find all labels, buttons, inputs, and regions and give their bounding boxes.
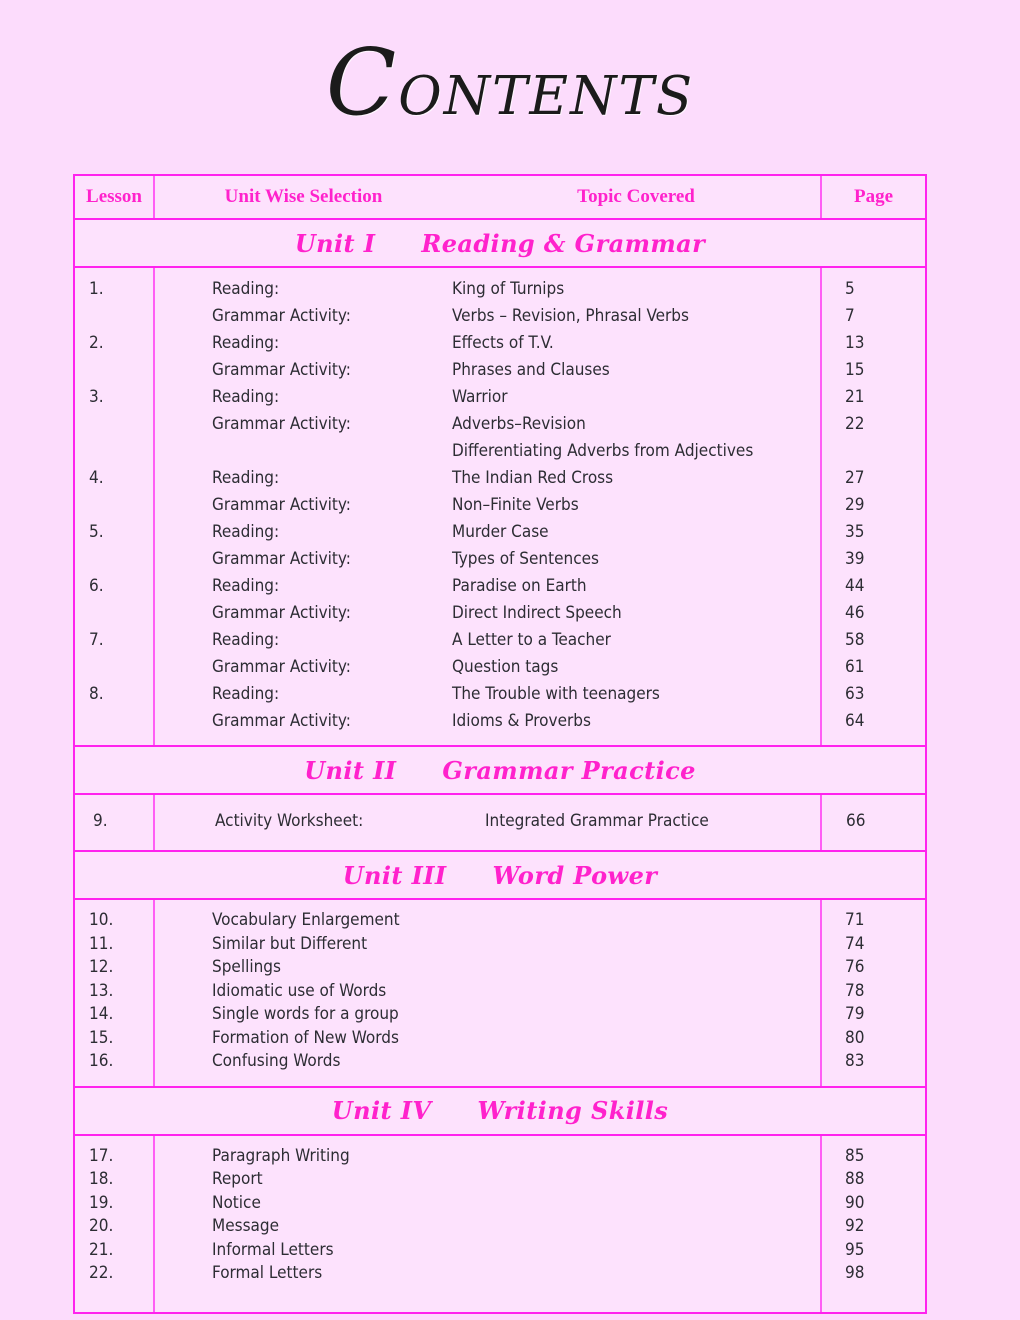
unit-number-2: Unit II <box>304 755 397 785</box>
topic-text: Integrated Grammar Practice <box>485 811 709 831</box>
page-number: 76 <box>845 957 865 977</box>
lesson-number: 15. <box>89 1027 114 1048</box>
page-title-rest: ontents <box>398 43 695 132</box>
page-column-4 <box>820 1136 925 1312</box>
page-title <box>0 29 1020 136</box>
lesson-number: 17. <box>89 1145 114 1166</box>
lesson-column-4 <box>75 1136 155 1312</box>
unit-number-3: Unit III <box>342 860 447 890</box>
lesson-number <box>75 411 153 438</box>
unit-body-2 <box>75 795 925 852</box>
lesson-number <box>75 654 153 681</box>
lesson-number: 6. <box>89 576 104 596</box>
table-row <box>75 795 925 850</box>
topic-text: Single words for a group <box>212 1004 399 1024</box>
unit-name-3: Word Power <box>492 860 658 890</box>
lesson-number: 22. <box>89 1263 114 1283</box>
topic-text: Non–Finite Verbs <box>452 495 579 515</box>
page-number <box>822 438 925 465</box>
lesson-number <box>75 357 153 384</box>
topic-text: Formation of New Words <box>212 1027 399 1048</box>
page-number: 78 <box>845 980 865 1001</box>
page-number: 13 <box>845 333 865 353</box>
lesson-number: 1. <box>89 279 104 299</box>
lesson-number: 20. <box>89 1216 114 1236</box>
unit-selection-text: Reading: <box>212 279 280 299</box>
lesson-number: 13. <box>89 980 114 1001</box>
page-number: 74 <box>845 933 865 954</box>
page-number: 79 <box>845 1004 865 1024</box>
topic-text: Report <box>212 1169 263 1189</box>
topic-text: Vocabulary Enlargement <box>212 910 400 930</box>
unit-selection-text: Reading: <box>212 333 280 353</box>
unit-selection-text: Reading: <box>212 468 280 488</box>
column-header-unit-wise-selection: Unit Wise Selection <box>224 186 383 207</box>
unit-selection-text: Grammar Activity: <box>212 711 351 731</box>
unit-selection-text: Reading: <box>212 522 280 542</box>
topic-text: Differentiating Adverbs from Adjectives <box>452 441 754 461</box>
lesson-number: 4. <box>89 468 104 488</box>
unit-selection-text: Grammar Activity: <box>212 306 351 326</box>
lesson-number <box>75 708 153 735</box>
topic-text: Message <box>212 1216 280 1236</box>
topic-text: Paragraph Writing <box>212 1145 350 1166</box>
unit-number-1: Unit I <box>294 228 376 258</box>
topic-text: Paradise on Earth <box>452 576 587 596</box>
topic-text: Types of Sentences <box>452 549 599 569</box>
page-number: 44 <box>845 576 865 596</box>
page-number: 15 <box>845 360 865 380</box>
lesson-column-2 <box>75 795 155 850</box>
topic-text: Phrases and Clauses <box>452 360 610 380</box>
page-number: 61 <box>845 657 865 677</box>
unit-banner-row-4 <box>75 1088 925 1136</box>
unit-body-4 <box>75 1136 925 1312</box>
topic-text: Similar but Different <box>212 933 368 954</box>
title-column-4 <box>155 1136 820 1312</box>
unit-banner-row-3 <box>75 852 925 900</box>
page-number: 63 <box>845 684 865 704</box>
unit-name-4: Writing Skills <box>477 1096 669 1125</box>
lesson-column-3 <box>75 900 155 1086</box>
unit-selection-text: Grammar Activity: <box>212 657 351 677</box>
lesson-number: 2. <box>89 333 104 353</box>
title-column-3 <box>155 900 820 1086</box>
unit-name-2: Grammar Practice <box>442 755 696 785</box>
lesson-number <box>75 303 153 330</box>
table-of-contents <box>73 174 927 1314</box>
page-column-2 <box>820 795 925 850</box>
topic-text: Warrior <box>452 387 508 407</box>
topic-text: Informal Letters <box>212 1239 334 1260</box>
lesson-number: 5. <box>89 522 104 542</box>
page-number: 35 <box>845 522 865 542</box>
unit-body-1 <box>75 268 925 747</box>
topic-text: Direct Indirect Speech <box>452 603 622 623</box>
topic-text: King of Turnips <box>452 279 565 299</box>
topic-text: Verbs – Revision, Phrasal Verbs <box>452 306 689 326</box>
page-number: 64 <box>845 711 865 731</box>
page-number: 88 <box>845 1169 865 1189</box>
lesson-number: 12. <box>89 957 114 977</box>
unit-banner-row-2 <box>75 747 925 795</box>
lesson-number: 9. <box>93 811 108 831</box>
unit-selection-text: Reading: <box>212 387 280 407</box>
unit-selection-text: Reading: <box>212 684 280 704</box>
topic-text: Idioms & Proverbs <box>452 711 591 731</box>
page-title-initial: C <box>325 29 399 136</box>
column-header-topic-covered: Topic Covered <box>577 186 695 207</box>
lesson-number: 19. <box>89 1192 114 1213</box>
unit-column-1 <box>155 268 452 745</box>
unit-column-2 <box>155 795 452 850</box>
lesson-number <box>75 492 153 519</box>
topic-text: Confusing Words <box>212 1051 341 1071</box>
page-number: 5 <box>845 279 855 299</box>
lesson-number: 16. <box>89 1051 114 1071</box>
lesson-number: 7. <box>89 630 104 650</box>
page-number: 95 <box>845 1239 865 1260</box>
topic-text: Adverbs–Revision <box>452 414 586 434</box>
page-number: 90 <box>845 1192 865 1213</box>
lesson-number: 14. <box>89 1004 114 1024</box>
page-number: 7 <box>845 306 855 326</box>
page-column-3 <box>820 900 925 1086</box>
unit-selection-text: Grammar Activity: <box>212 549 351 569</box>
topic-text: Formal Letters <box>212 1263 323 1283</box>
lesson-number: 11. <box>89 933 114 954</box>
page-number: 27 <box>845 468 865 488</box>
page-number: 85 <box>845 1145 865 1166</box>
lesson-number: 8. <box>89 684 104 704</box>
page-number: 39 <box>845 549 865 569</box>
page-number: 29 <box>845 495 865 515</box>
topic-column-2 <box>452 795 820 850</box>
lesson-column-1 <box>75 268 155 745</box>
unit-body-3 <box>75 900 925 1088</box>
lesson-number <box>75 438 153 465</box>
page-number: 92 <box>845 1216 865 1236</box>
unit-name-1: Reading & Grammar <box>421 228 706 258</box>
page-number: 71 <box>845 910 865 930</box>
topic-text: Murder Case <box>452 522 549 542</box>
unit-selection-text: Grammar Activity: <box>212 414 351 434</box>
topic-text: Notice <box>212 1192 261 1213</box>
page-number: 46 <box>845 603 865 623</box>
unit-selection-text: Grammar Activity: <box>212 603 351 623</box>
lesson-number: 21. <box>89 1239 114 1260</box>
topic-text: Spellings <box>212 957 281 977</box>
topic-text: A Letter to a Teacher <box>452 630 611 650</box>
topic-text: Idiomatic use of Words <box>212 980 387 1001</box>
page-number: 21 <box>845 387 865 407</box>
column-header-lesson: Lesson <box>75 176 155 218</box>
column-header-page: Page <box>820 176 925 218</box>
page-number: 80 <box>845 1027 865 1048</box>
unit-number-4: Unit IV <box>331 1096 432 1125</box>
unit-selection-text: Reading: <box>212 576 280 596</box>
topic-text: The Trouble with teenagers <box>452 684 660 704</box>
unit-selection-text: Activity Worksheet: <box>215 811 364 831</box>
page-number: 83 <box>845 1051 865 1071</box>
page-number: 98 <box>845 1263 865 1283</box>
page-number: 66 <box>846 811 866 831</box>
unit-banner-row-1 <box>75 220 925 268</box>
lesson-number <box>75 546 153 573</box>
unit-selection-text <box>155 438 452 465</box>
lesson-number: 3. <box>89 387 104 407</box>
lesson-number: 10. <box>89 910 114 930</box>
page-number: 22 <box>845 414 865 434</box>
lesson-number: 18. <box>89 1169 114 1189</box>
table-header-row <box>75 176 925 220</box>
topic-column-1 <box>452 268 820 745</box>
topic-text: The Indian Red Cross <box>452 468 614 488</box>
topic-text: Question tags <box>452 657 559 677</box>
unit-selection-text: Grammar Activity: <box>212 360 351 380</box>
unit-selection-text: Grammar Activity: <box>212 495 351 515</box>
topic-text: Effects of T.V. <box>452 333 554 353</box>
page-column-1 <box>820 268 925 745</box>
unit-selection-text: Reading: <box>212 630 280 650</box>
lesson-number <box>75 600 153 627</box>
page-number: 58 <box>845 630 865 650</box>
